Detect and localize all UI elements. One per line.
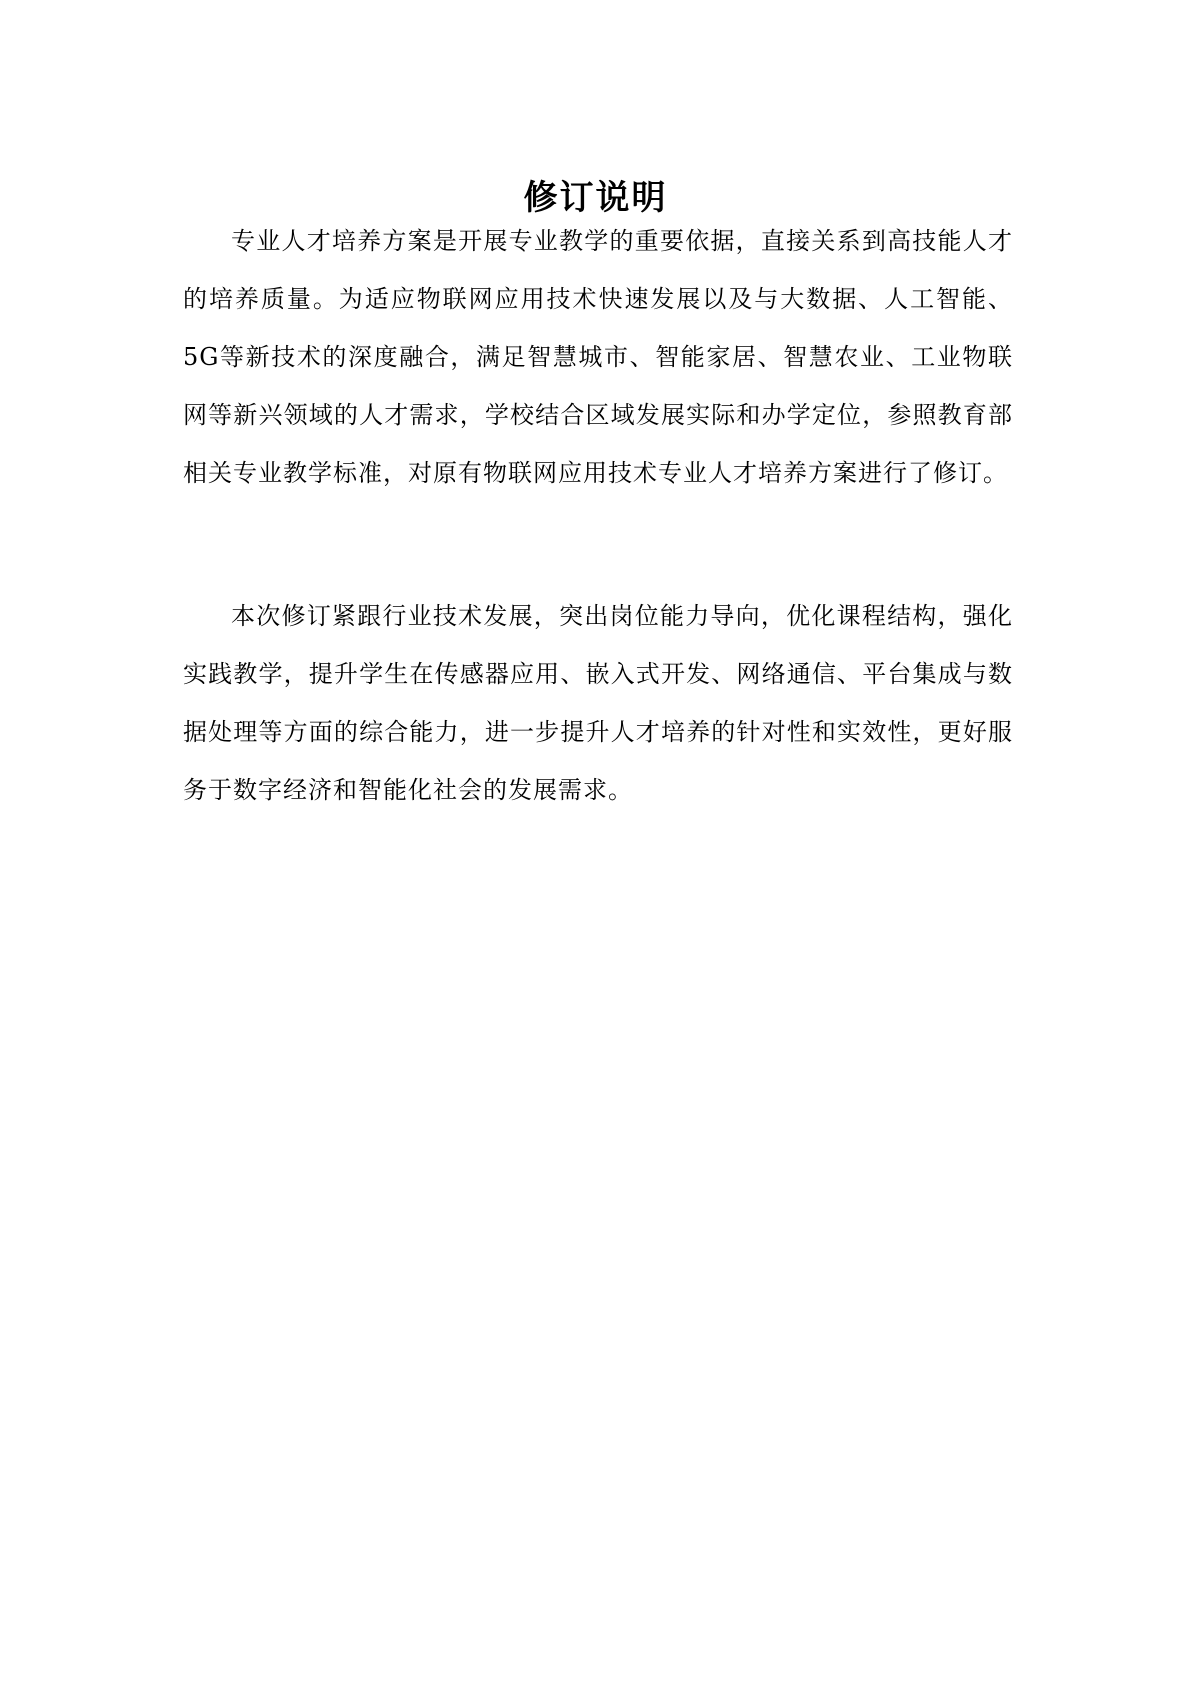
paragraph-2: 本次修订紧跟行业技术发展，突出岗位能力导向，优化课程结构，强化实践教学，提升学生在传感器应用、嵌入式开发、网络通信、平台集成与数据处理等方面的综合能力，进一步提升人才培养的针对性和实效性，更好服务于数字经济和智能化社会的发展需求。 <box>183 602 1013 804</box>
document-title: 修订说明 <box>523 177 668 218</box>
paragraph-1: 专业人才培养方案是开展专业教学的重要依据，直接关系到高技能人才的培养质量。为适应物联网应用技术快速发展以及与大数据、人工智能、5G等新技术的深度融合，满足智慧城市、智能家居、智慧农业、工业物联网等新兴领域的人才需求，学校结合区域发展实际和办学定位，参照教育部相关专业教学标准，对原有物联网应用技术专业人才培养方案进行了修订。 <box>183 227 1013 487</box>
